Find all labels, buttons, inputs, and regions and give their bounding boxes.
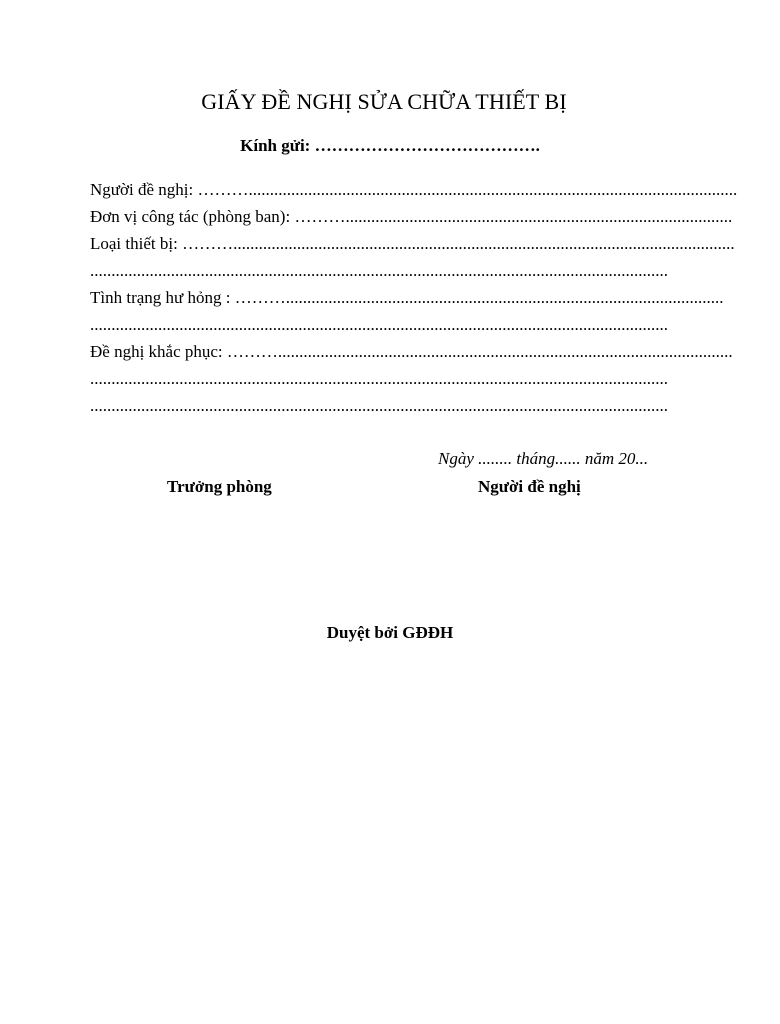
field-lead-dots: ……… bbox=[294, 207, 346, 226]
field-lead-dots: ……… bbox=[226, 342, 278, 361]
signature-requester: Người đề nghị bbox=[478, 477, 581, 496]
field-label: Người đề nghị: bbox=[90, 180, 198, 199]
field-lead-dots: ……… bbox=[182, 234, 234, 253]
form-fields bbox=[90, 176, 738, 419]
field-fill-dots: ........................................................................................... bbox=[345, 207, 733, 226]
field-continuation-line bbox=[90, 365, 690, 392]
field-remedy-request bbox=[90, 338, 733, 365]
approved-by: Duyệt bởi GĐĐH bbox=[326, 623, 454, 642]
field-fill-dots: ........................................................................................................................................ bbox=[90, 369, 668, 388]
field-fill-dots: ........................................................................................................................................ bbox=[90, 396, 668, 415]
field-fill-dots: ........................................................................................................... bbox=[277, 342, 733, 361]
field-continuation-line bbox=[90, 392, 690, 419]
field-label: Tình trạng hư hỏng : bbox=[90, 288, 235, 307]
field-label: Đề nghị khắc phục: bbox=[90, 342, 227, 361]
field-damage-status bbox=[90, 284, 724, 311]
signature-head-of-department: Trưởng phòng bbox=[167, 477, 272, 496]
field-lead-dots: ……… bbox=[197, 180, 249, 199]
field-label: Loại thiết bị: bbox=[90, 234, 183, 253]
field-fill-dots: ....................................................................................................... bbox=[285, 288, 724, 307]
date-line: Ngày ........ tháng...... năm 20... bbox=[438, 449, 649, 468]
field-fill-dots: ................................................................................................................... bbox=[248, 180, 738, 199]
field-fill-dots: ........................................................................................................................................ bbox=[90, 315, 668, 334]
field-continuation-line bbox=[90, 257, 690, 284]
recipient-line: Kính gửi: …………………………………. bbox=[240, 136, 540, 155]
field-equipment-type bbox=[90, 230, 735, 257]
field-requester bbox=[90, 176, 738, 203]
field-label: Đơn vị công tác (phòng ban): bbox=[90, 207, 295, 226]
field-fill-dots: ........................................................................................................................................ bbox=[90, 261, 668, 280]
field-lead-dots: ……… bbox=[234, 288, 286, 307]
field-continuation-line bbox=[90, 311, 690, 338]
document-title: GIẤY ĐỀ NGHỊ SỬA CHỮA THIẾT BỊ bbox=[201, 89, 567, 114]
field-fill-dots: ...................................................................................................................... bbox=[233, 234, 735, 253]
field-department bbox=[90, 203, 733, 230]
